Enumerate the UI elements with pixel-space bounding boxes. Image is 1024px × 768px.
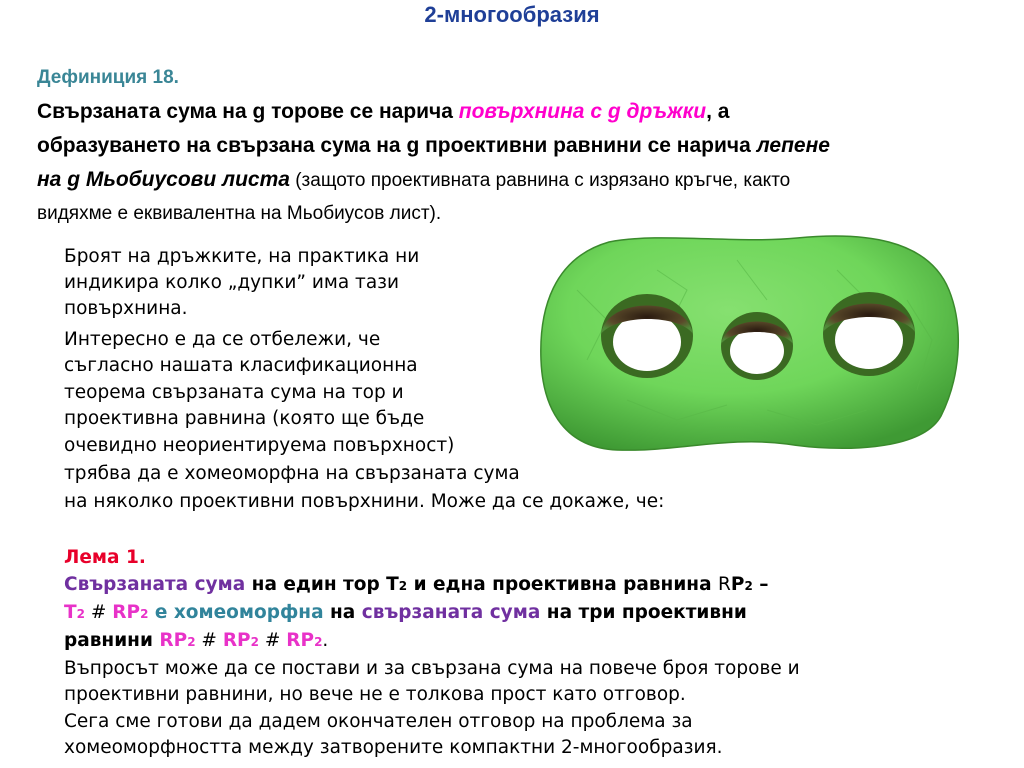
lemma-text: .	[322, 630, 329, 651]
lemma-symbol: T	[386, 574, 399, 595]
definition-text: Свързаната сума на g торове се нарича	[37, 100, 459, 123]
lemma-operator: #	[195, 630, 223, 651]
lemma-text: равнини	[64, 630, 160, 651]
definition-note: (защото проективната равнина с изрязано кръгче, както	[289, 170, 791, 191]
definition-term-gluing: лепене	[756, 134, 830, 157]
lemma-text: на	[323, 602, 362, 623]
paragraph-line: на няколко проективни повърхнини. Може да се докаже, че:	[64, 491, 665, 512]
lemma-exponent: 2	[250, 635, 259, 649]
definition-note: видяхме е еквивалентна на Мьобиусов лист).	[37, 203, 442, 224]
lemma-line-1	[64, 571, 769, 600]
lemma-term: свързаната сума	[361, 602, 541, 623]
lemma-symbol: T	[64, 602, 77, 623]
paragraph-line: съгласно нашата класификационна	[64, 355, 418, 376]
lemma-text: и една проективна равнина	[407, 574, 719, 595]
lemma-exponent: 2	[76, 607, 85, 621]
page-title: 2-многообразия	[424, 2, 600, 27]
paragraph-line: индикира колко „дупки” има тази	[64, 272, 400, 293]
lemma-operator: #	[258, 630, 287, 651]
definition-line-2	[37, 131, 830, 161]
lemma-symbol: RP	[159, 630, 188, 651]
lemma-term: Свързаната сума	[64, 574, 246, 595]
closing-line: проективни равнини, но вече не е толкова прост като отговор.	[64, 684, 686, 705]
paragraph-line: повърхнина.	[64, 298, 188, 319]
lemma-symbol: P	[730, 574, 745, 595]
paragraph-line: трябва да е хомеоморфна на свързаната сума	[64, 463, 520, 484]
definition-text: , а	[706, 100, 730, 123]
lemma-exponent: 2	[398, 579, 408, 593]
lemma-line-3	[64, 627, 328, 656]
definition-term-mobius: на g Мьобиусови листа	[37, 168, 290, 191]
lemma-term: е хомеоморфна	[148, 602, 324, 623]
lemma-operator: #	[84, 602, 113, 623]
paragraph-line: теорема свързаната сума на тор и	[64, 382, 404, 403]
paragraph-line: очевидно неориентируема повърхност)	[64, 435, 455, 456]
definition-term-handles: повърхнина с g дръжки	[458, 100, 707, 123]
three-holed-torus-icon	[537, 230, 965, 458]
definition-heading: Дефиниция 18.	[37, 67, 179, 88]
paragraph-line: проективна равнина (която ще бъде	[64, 408, 425, 429]
lemma-line-2	[64, 599, 747, 628]
paragraph-line: Интересно е да се отбележи, че	[64, 329, 381, 350]
closing-line: Въпросът може да се постави и за свързана сума на повече броя торове и	[64, 658, 800, 679]
closing-line: хомеоморфността между затворените компактни 2-многообразия.	[64, 737, 723, 758]
lemma-text: на един тор	[245, 574, 387, 595]
definition-text: образуването на свързана сума на g проективни равнини се нарича	[37, 134, 757, 157]
lemma-exponent: 2	[314, 635, 323, 649]
lemma-symbol: R	[718, 574, 731, 595]
lemma-title: Лема 1.	[64, 547, 146, 568]
lemma-symbol: RP	[112, 602, 141, 623]
lemma-exponent: 2	[140, 607, 149, 621]
lemma-exponent: 2	[187, 635, 196, 649]
definition-line-3	[37, 165, 790, 196]
lemma-text: на три проективни	[540, 602, 747, 623]
lemma-symbol: RP	[222, 630, 251, 651]
closing-line: Сега сме готови да дадем окончателен отговор на проблема за	[64, 711, 693, 732]
definition-line-1	[37, 97, 729, 127]
definition-line-4	[37, 198, 441, 229]
lemma-exponent: 2	[744, 579, 753, 593]
lemma-symbol: RP	[286, 630, 315, 651]
lemma-text: –	[752, 574, 769, 595]
paragraph-line: Броят на дръжките, на практика ни	[64, 246, 420, 267]
